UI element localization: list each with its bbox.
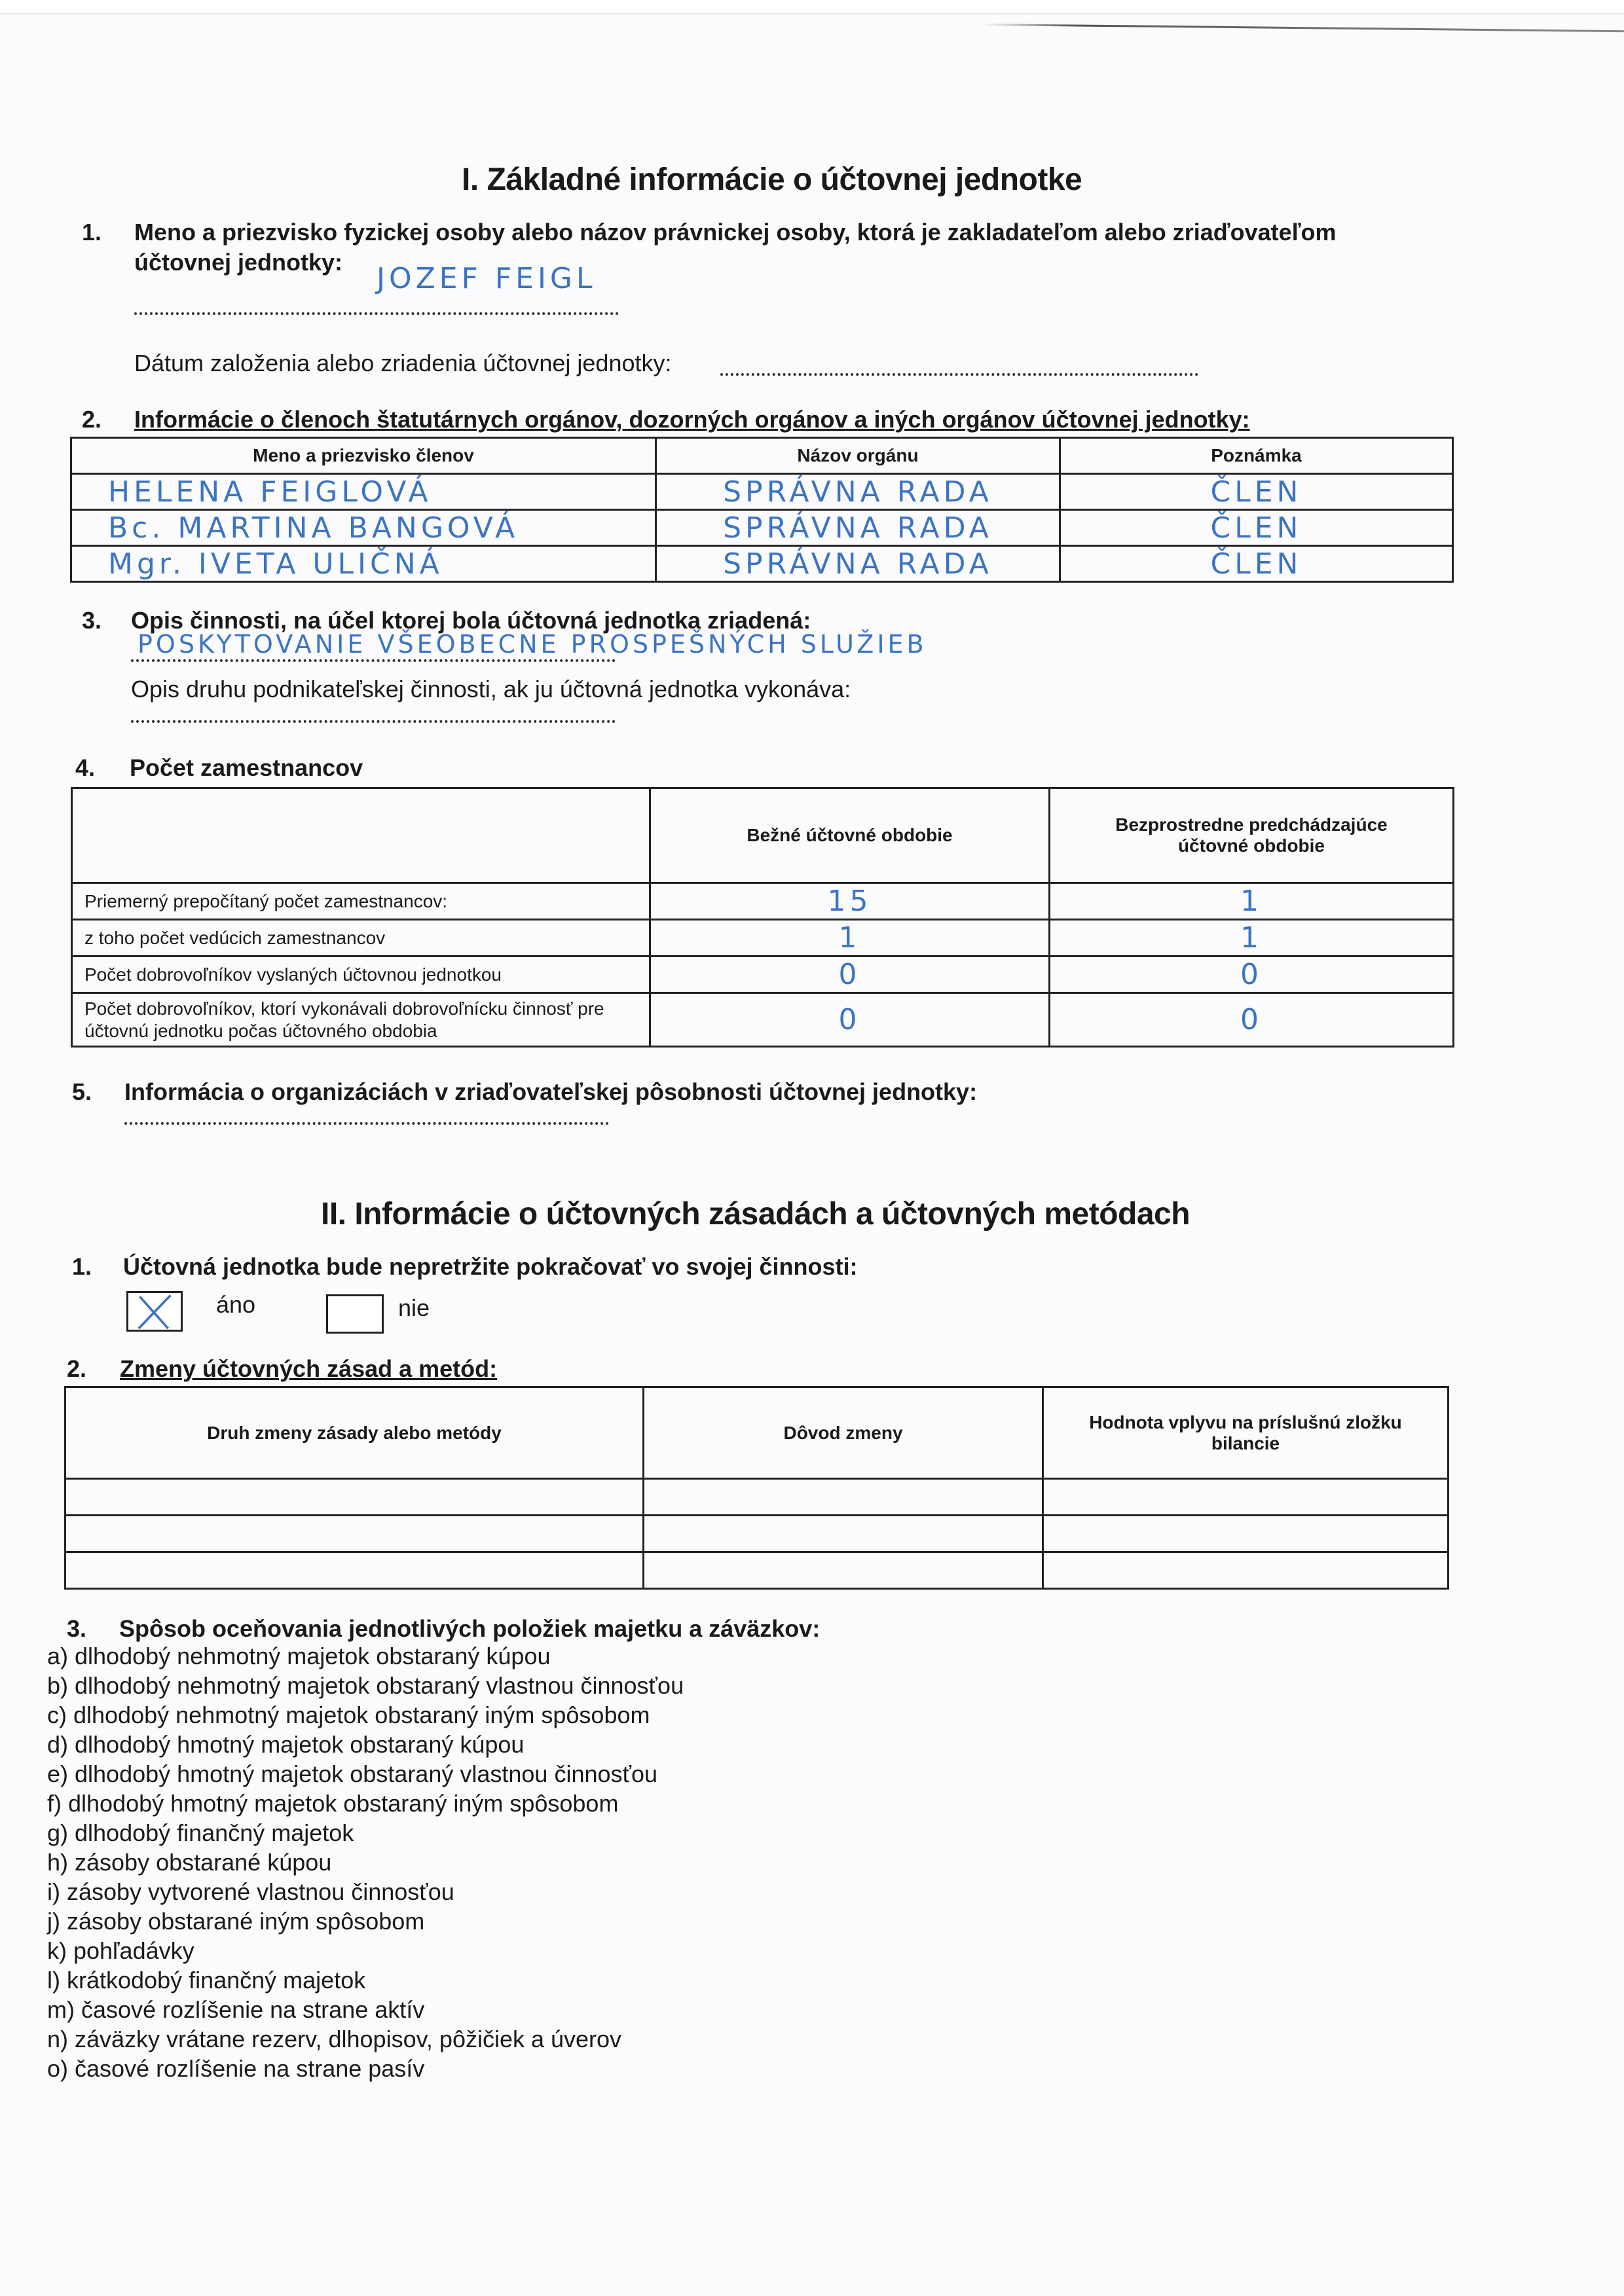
table-row <box>72 957 1454 993</box>
s2-q1-number: 1. <box>72 1253 92 1280</box>
valuation-items-list <box>47 1641 684 2083</box>
change-type-cell[interactable] <box>65 1516 644 1552</box>
member-note: ČLEN <box>1210 475 1302 509</box>
col-header-blank <box>72 788 650 883</box>
checkbox-nie-label: nie <box>398 1294 430 1321</box>
list-item: o) časové rozlíšenie na strane pasív <box>47 2055 425 2082</box>
table-row <box>65 1552 1449 1589</box>
checkbox-nie[interactable] <box>326 1294 384 1334</box>
statutory-members-table <box>70 437 1454 583</box>
member-note: ČLEN <box>1210 511 1302 545</box>
table-row <box>72 993 1454 1047</box>
col-header-change-type: Druh zmeny zásady alebo metódy <box>65 1387 644 1479</box>
list-item: h) zásoby obstarané kúpou <box>47 1849 332 1876</box>
previous-value: 0 <box>1240 1003 1263 1036</box>
table-row <box>71 474 1453 510</box>
s2-q3-label: Spôsob oceňovania jednotlivých položiek majetku a záväzkov: <box>119 1615 821 1642</box>
q1-label-line2: účtovnej jednotky: <box>134 249 343 276</box>
list-item: b) dlhodobý nehmotný majetok obstaraný vlastnou činnosťou <box>47 1672 684 1699</box>
row-label: Počet dobrovoľníkov vyslaných účtovnou jednotkou <box>72 957 650 993</box>
col-header-previous-period: Bezprostredne predchádzajúce účtovné obdobie <box>1050 788 1454 883</box>
list-item: k) pohľadávky <box>47 1937 194 1964</box>
q4-number: 4. <box>75 754 96 781</box>
table-row <box>72 920 1454 957</box>
s2-q1-label: Účtovná jednotka bude nepretržite pokračovať vo svojej činnosti: <box>123 1253 858 1280</box>
col-header-note: Poznámka <box>1060 438 1453 474</box>
member-note: ČLEN <box>1210 547 1302 581</box>
member-name: HELENA FEIGLOVÁ <box>108 475 432 509</box>
col-header-change-reason: Dôvod zmeny <box>644 1387 1043 1479</box>
impact-value-cell[interactable] <box>1043 1516 1449 1552</box>
q3-number: 3. <box>82 607 102 634</box>
q1-founder-value[interactable]: JOZEF FEIGL <box>377 262 597 295</box>
q5-field[interactable] <box>124 1122 609 1125</box>
q1-number: 1. <box>82 219 102 246</box>
list-item: m) časové rozlíšenie na strane aktív <box>47 1996 425 2023</box>
scan-edge-shadow <box>982 24 1624 32</box>
col-header-member-name: Meno a priezvisko členov <box>71 438 656 474</box>
q3-business-field[interactable] <box>131 720 616 723</box>
q1-founder-dotted-line <box>134 312 619 315</box>
q2-number: 2. <box>82 406 102 433</box>
member-organ: SPRÁVNA RADA <box>723 547 993 581</box>
list-item: e) dlhodobý hmotný majetok obstaraný vlastnou činnosťou <box>47 1760 658 1787</box>
change-type-cell[interactable] <box>65 1552 644 1589</box>
list-item: g) dlhodobý finančný majetok <box>47 1819 354 1846</box>
previous-value: 0 <box>1240 958 1263 991</box>
col-header-organ-name: Názov orgánu <box>656 438 1060 474</box>
table-row <box>65 1516 1449 1552</box>
current-value: 15 <box>827 884 872 918</box>
list-item: c) dlhodobý nehmotný majetok obstaraný iným spôsobom <box>47 1702 650 1728</box>
employees-table <box>71 787 1454 1048</box>
change-reason-cell[interactable] <box>644 1552 1043 1589</box>
section-1-title: I. Základné informácie o účtovnej jednotke <box>462 162 1082 197</box>
table-row <box>65 1479 1449 1516</box>
s2-q2-label: Zmeny účtovných zásad a metód: <box>120 1355 498 1382</box>
current-value: 0 <box>838 1003 861 1036</box>
change-reason-cell[interactable] <box>644 1479 1043 1516</box>
previous-value: 1 <box>1240 921 1263 955</box>
q2-label: Informácie o členoch štatutárnych orgánov, dozorných orgánov a iných orgánov účtovnej jednotky: <box>134 406 1250 433</box>
member-organ: SPRÁVNA RADA <box>723 475 993 509</box>
list-item: n) záväzky vrátane rezerv, dlhopisov, pôžičiek a úverov <box>47 2026 622 2052</box>
row-label: Priemerný prepočítaný počet zamestnancov: <box>72 883 650 920</box>
table-row <box>71 510 1453 546</box>
q4-label: Počet zamestnancov <box>130 754 363 781</box>
col-header-impact-value: Hodnota vplyvu na príslušnú zložku bilancie <box>1043 1387 1449 1479</box>
current-value: 0 <box>838 958 861 991</box>
policy-changes-table <box>64 1386 1449 1590</box>
q3-label: Opis činnosti, na účel ktorej bola účtovná jednotka zriadená: <box>131 607 811 634</box>
list-item: f) dlhodobý hmotný majetok obstaraný iným spôsobom <box>47 1790 619 1817</box>
section-2-title: II. Informácie o účtovných zásadách a účtovných metódach <box>321 1197 1190 1231</box>
table-row <box>72 883 1454 920</box>
s2-q2-number: 2. <box>67 1355 87 1382</box>
row-label: Počet dobrovoľníkov, ktorí vykonávali dobrovoľnícku činnosť pre účtovnú jednotku počas účtovného obdobia <box>72 993 650 1047</box>
q5-number: 5. <box>72 1078 92 1105</box>
list-item: j) zásoby obstarané iným spôsobom <box>47 1908 425 1935</box>
list-item: d) dlhodobý hmotný majetok obstaraný kúpou <box>47 1731 525 1758</box>
checkbox-ano-label: áno <box>216 1291 256 1318</box>
scanned-page <box>0 13 1624 2296</box>
member-name: Mgr. IVETA ULIČNÁ <box>108 547 443 581</box>
previous-value: 1 <box>1240 884 1263 918</box>
list-item: i) zásoby vytvorené vlastnou činnosťou <box>47 1878 454 1905</box>
q3-business-label: Opis druhu podnikateľskej činnosti, ak ju účtovná jednotka vykonáva: <box>131 676 851 702</box>
member-organ: SPRÁVNA RADA <box>723 511 993 545</box>
member-name: Bc. MARTINA BANGOVÁ <box>108 511 519 545</box>
q3-purpose-dotted-line <box>131 659 616 662</box>
q1-date-field[interactable] <box>720 373 1198 376</box>
current-value: 1 <box>838 921 861 955</box>
change-reason-cell[interactable] <box>644 1516 1043 1552</box>
col-header-current-period: Bežné účtovné obdobie <box>650 788 1050 883</box>
x-mark-icon <box>128 1293 181 1330</box>
q1-date-label: Dátum založenia alebo zriadenia účtovnej jednotky: <box>134 350 672 376</box>
row-label: z toho počet vedúcich zamestnancov <box>72 920 650 957</box>
list-item: l) krátkodobý finančný majetok <box>47 1967 366 1994</box>
list-item: a) dlhodobý nehmotný majetok obstaraný kúpou <box>47 1643 551 1669</box>
s2-q3-number: 3. <box>67 1615 87 1642</box>
impact-value-cell[interactable] <box>1043 1552 1449 1589</box>
q1-label-line1: Meno a priezvisko fyzickej osoby alebo názov právnickej osoby, ktorá je zakladateľom alebo zriaďovateľom <box>134 219 1337 246</box>
checkbox-ano[interactable] <box>126 1291 183 1332</box>
q3-purpose-value[interactable]: POSKYTOVANIE VŠEOBECNE PROSPEŠNÝCH SLUŽIEB <box>138 630 927 659</box>
q5-label: Informácia o organizáciách v zriaďovateľskej pôsobnosti účtovnej jednotky: <box>124 1078 978 1105</box>
table-row <box>71 546 1453 582</box>
impact-value-cell[interactable] <box>1043 1479 1449 1516</box>
change-type-cell[interactable] <box>65 1479 644 1516</box>
